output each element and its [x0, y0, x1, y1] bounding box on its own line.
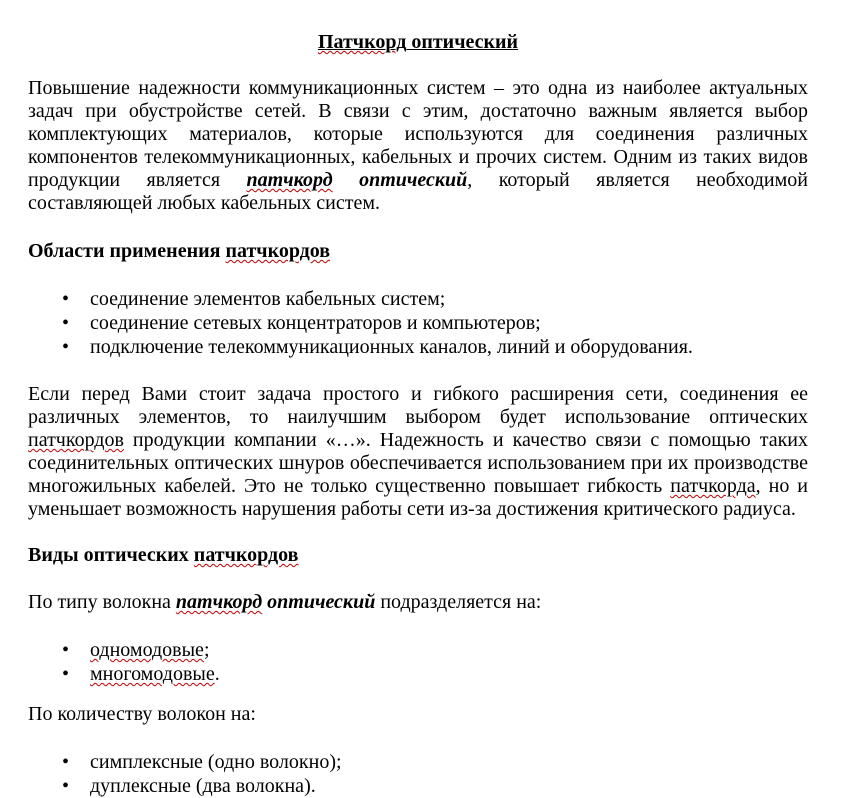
misspelled-word: патчкордов: [225, 240, 331, 262]
text-run: Виды оптических: [28, 544, 194, 566]
list-item-text: [90, 336, 693, 358]
list-item: [28, 750, 808, 774]
list-item-text: [90, 663, 220, 685]
text-run: подразделяется на:: [375, 591, 542, 613]
bullet-marker: •: [62, 312, 70, 334]
heading-types: [28, 544, 808, 567]
list-item-text: [90, 312, 541, 334]
fiber-type-list: [28, 638, 808, 686]
bullet-marker: •: [62, 663, 70, 685]
list-item-text: [90, 288, 445, 310]
misspelled-word: патчкорд: [246, 169, 333, 191]
text-run: По количеству волокон на:: [28, 703, 256, 725]
list-item-text: [90, 639, 210, 661]
list-item: [28, 638, 808, 662]
applications-list: [28, 287, 808, 359]
misspelled-word: патчкордов: [193, 544, 299, 566]
text-run: соединение сетевых концентраторов и компьютеров;: [90, 312, 541, 334]
text-run: оптический: [332, 169, 468, 191]
paragraph-advantages: [28, 383, 808, 521]
list-item: [28, 287, 808, 311]
list-item-text: [90, 775, 316, 797]
text-run: продукции компании «…». Надежность и качество связи с помощью таких соединительных оптических шнуров обеспечивается использованием при их производстве многожильных кабелей. Это не только существенно повышает гибкость: [28, 429, 808, 497]
document-title: [28, 31, 808, 54]
list-item-text: [90, 751, 342, 773]
misspelled-word: патчкорда: [670, 475, 756, 497]
text-run: , но и уменьшает возможность нарушения работы сети из-за достижения критического радиуса.: [28, 475, 809, 520]
bullet-marker: •: [62, 336, 70, 358]
text-run: подключение телекоммуникационных каналов, линий и оборудования.: [90, 336, 693, 358]
text-run: дуплексные (два волокна).: [90, 775, 316, 797]
misspelled-word: Патчкорд: [317, 31, 407, 53]
misspelled-word: патчкордов: [28, 429, 124, 451]
text-run: Повышение надежности коммуникационных систем – это одна из наиболее актуальных задач при обустройстве сетей. В связи с этим, достаточно важным является выбор комплектующих материалов, которые используются для соединения различных компонентов телекоммуникационных, кабельных и прочих систем. Одним из таких видов продукции является: [28, 77, 808, 191]
bullet-marker: •: [62, 288, 70, 310]
paragraph-fiber-count: [28, 703, 808, 726]
bullet-marker: •: [62, 639, 70, 661]
text-run: Области применения: [28, 240, 226, 262]
text-run: , который является необходимой составляющей любых кабельных систем.: [28, 169, 808, 214]
bullet-marker: •: [62, 775, 70, 797]
text-run: ;: [203, 639, 210, 661]
text-run: симплексные (одно волокно);: [90, 751, 342, 773]
text-run: .: [214, 663, 220, 685]
paragraph-intro: [28, 77, 808, 215]
text-run: По типу волокна: [28, 591, 176, 613]
list-item: [28, 311, 808, 335]
list-item: [28, 662, 808, 686]
text-run: соединение элементов кабельных систем;: [90, 288, 446, 310]
text-run: Если перед Вами стоит задача простого и гибкого расширения сети, соединения ее различных элементов, то наилучшим выбором будет использование оптических: [28, 383, 808, 428]
bullet-marker: •: [62, 751, 70, 773]
heading-applications: [28, 240, 808, 263]
fiber-count-list: [28, 750, 808, 798]
text-run: оптический: [406, 31, 519, 53]
list-item: [28, 335, 808, 359]
list-item: [28, 774, 808, 798]
misspelled-word: многомодовые: [90, 663, 215, 685]
misspelled-word: одномодовые: [90, 639, 204, 661]
paragraph-fiber-type: [28, 591, 808, 614]
misspelled-word: патчкорд: [175, 591, 263, 613]
text-run: оптический: [262, 591, 376, 613]
